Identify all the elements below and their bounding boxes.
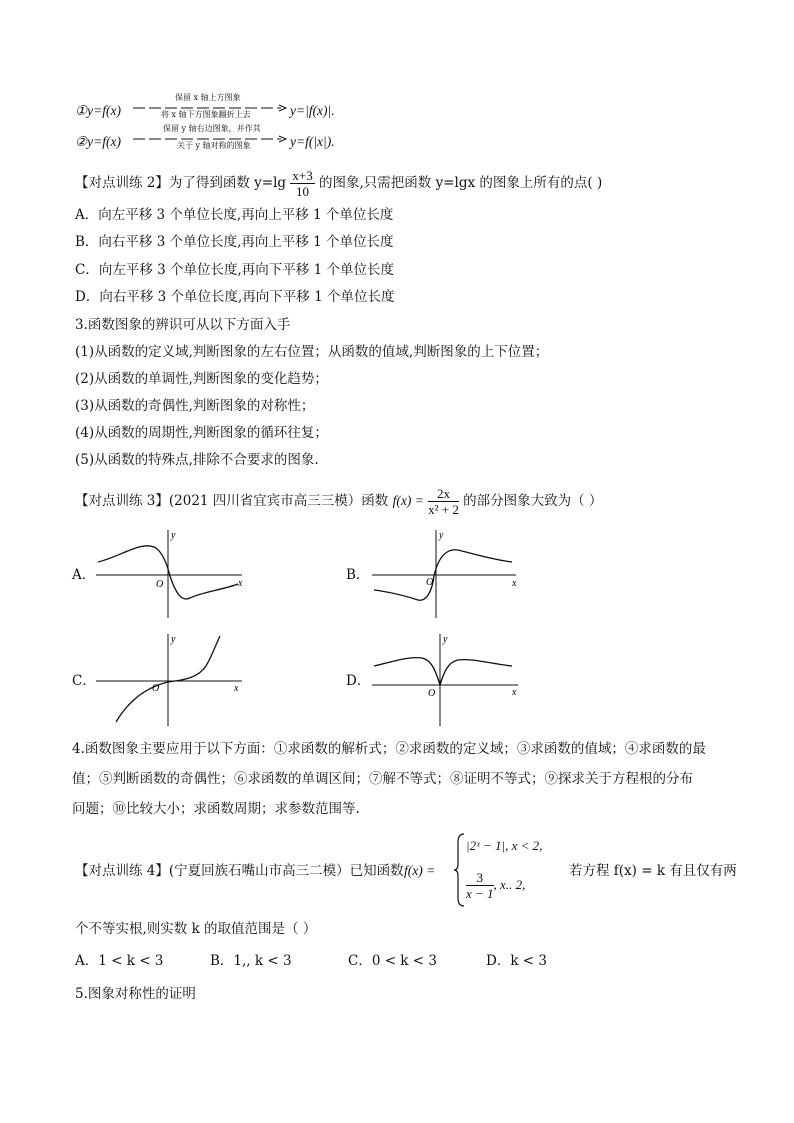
ex4-option-c: C．0 < k < 3 [348,953,437,969]
sec4-line-1: 4.函数图象主要应用于以下方面：①求函数的解析式；②求函数的定义域；③求函数的值域；④求函数的最 [72,741,706,757]
sec3-item-3: (3)从函数的奇偶性,判断图象的对称性； [75,398,315,414]
ex4-head: 【对点训练 4】(宁夏回族石嘴山市高三二模）已知函数 [75,863,404,879]
graph-c-plot [72,632,252,728]
graph-a-label: A． [72,567,96,583]
sec3-title: 3.函数图象的辨识可从以下方面入手 [75,317,291,333]
graph-a-x-label: x [238,578,243,589]
ex4-case-1: |2ˣ − 1|, x < 2, [466,838,543,853]
sec5-title: 5.图象对称性的证明 [75,986,196,1002]
graph-c-x-label: x [234,683,239,694]
transform-1-bottom: 将 x 轴下方图象翻折上去 [161,110,251,119]
ex2-fraction: $\frac{x+3}{10}$ [292,168,313,199]
transform-2-lhs: ②y=f(x) [75,134,121,149]
ex2-tail: 的图象,只需把函数 y=lgx 的图象上所有的点( ) [319,175,603,191]
ex2-option-a: A．向左平移 3 个单位长度,再向上平移 1 个单位长度 [75,207,394,223]
graph-d-plot [346,632,526,728]
sec3-item-4: (4)从函数的周期性,判断图象的循环往复； [75,425,328,441]
graph-d-label: D． [346,673,371,689]
sec3-item-1: (1)从函数的定义域,判断图象的左右位置；从函数的值域,判断图象的上下位置； [75,344,549,360]
graph-b [346,528,526,620]
ex2-question [75,164,602,202]
ex2-option-c: C．向左平移 3 个单位长度,再向下平移 1 个单位长度 [75,262,394,278]
graph-d-origin-label: O [428,688,436,699]
transform-1-rhs: y=|f(x)|. [290,103,335,118]
transform-1-arrow [131,93,289,123]
graph-a-plot [72,528,252,620]
ex4-case-2: $\frac{3}{x - 1}$ , x.. 2, [466,870,526,901]
graph-d-x-label: x [512,687,517,698]
transform-1 [75,102,121,120]
graph-a-y-label: y [171,530,176,541]
graph-c-origin-label: O [152,683,160,694]
sec3-item-5: (5)从函数的特殊点,排除不合要求的图象. [75,452,319,468]
graph-b-x-label: x [512,578,517,589]
ex3-fx: f(x) = [392,493,424,508]
transform-1-top: 保留 x 轴上方图象 [175,93,241,102]
graph-b-plot [346,528,526,620]
ex2-option-d: D．向右平移 3 个单位长度,再向下平移 1 个单位长度 [75,289,395,305]
ex4-line-2: 个不等实根,则实数 k 的取值范围是（ ） [75,921,317,937]
ex2-head: 【对点训练 2】为了得到函数 y=lg [75,175,287,191]
sec4-line-3: 问题；⑩比较大小；求函数周期；求参数范围等. [72,801,360,817]
graph-d [346,632,526,728]
graph-d-y-label: y [443,634,448,645]
ex4-option-b: B．1,, k < 3 [210,953,292,969]
ex4-tail: 若方程 f(x) = k 有且仅有两 [569,863,737,879]
graph-b-label: B． [346,567,370,583]
graph-c-y-label: y [171,634,176,645]
transform-2-top: 保留 y 轴右边图象，并作其 [163,124,261,133]
ex4-piecewise [452,832,562,908]
left-brace-icon [452,832,466,908]
graph-c-label: C． [72,673,96,689]
sec4-line-2: 值；⑤判断函数的奇偶性；⑥求函数的单调区间；⑦解不等式；⑧证明不等式；⑨探求关于方程根的分布 [72,771,693,787]
transform-2-arrow [131,124,289,154]
transform-2-bottom: 关于 y 轴对称的图象 [177,141,251,150]
transform-2 [75,133,121,151]
graph-b-y-label: y [439,530,444,541]
ex3-head: 【对点训练 3】(2021 四川省宜宾市高三三模）函数 [75,493,389,509]
transform-2-rhs: y=f(|x|). [290,134,335,149]
ex3-fraction: $\frac{2x}{\text{x² + 2}}$ [428,486,459,517]
ex4-option-d: D．k < 3 [486,953,547,969]
sec3-item-2: (2)从函数的单调性,判断图象的变化趋势； [75,371,328,387]
ex3-question [75,482,602,520]
transform-1-lhs: ①y=f(x) [75,103,121,118]
ex3-tail: 的部分图象大致为（ ） [463,493,603,509]
ex4-option-a: A．1 < k < 3 [75,953,164,969]
ex4-fx: f(x) = [404,863,436,878]
ex2-option-b: B．向右平移 3 个单位长度,再向上平移 1 个单位长度 [75,234,394,250]
graph-b-origin-label: O [426,577,434,588]
ex4-case-2-fraction: $\frac{3}{x - 1}$ [466,870,494,901]
graph-a-origin-label: O [156,579,164,590]
graph-c [72,632,252,728]
graph-a [72,528,252,620]
